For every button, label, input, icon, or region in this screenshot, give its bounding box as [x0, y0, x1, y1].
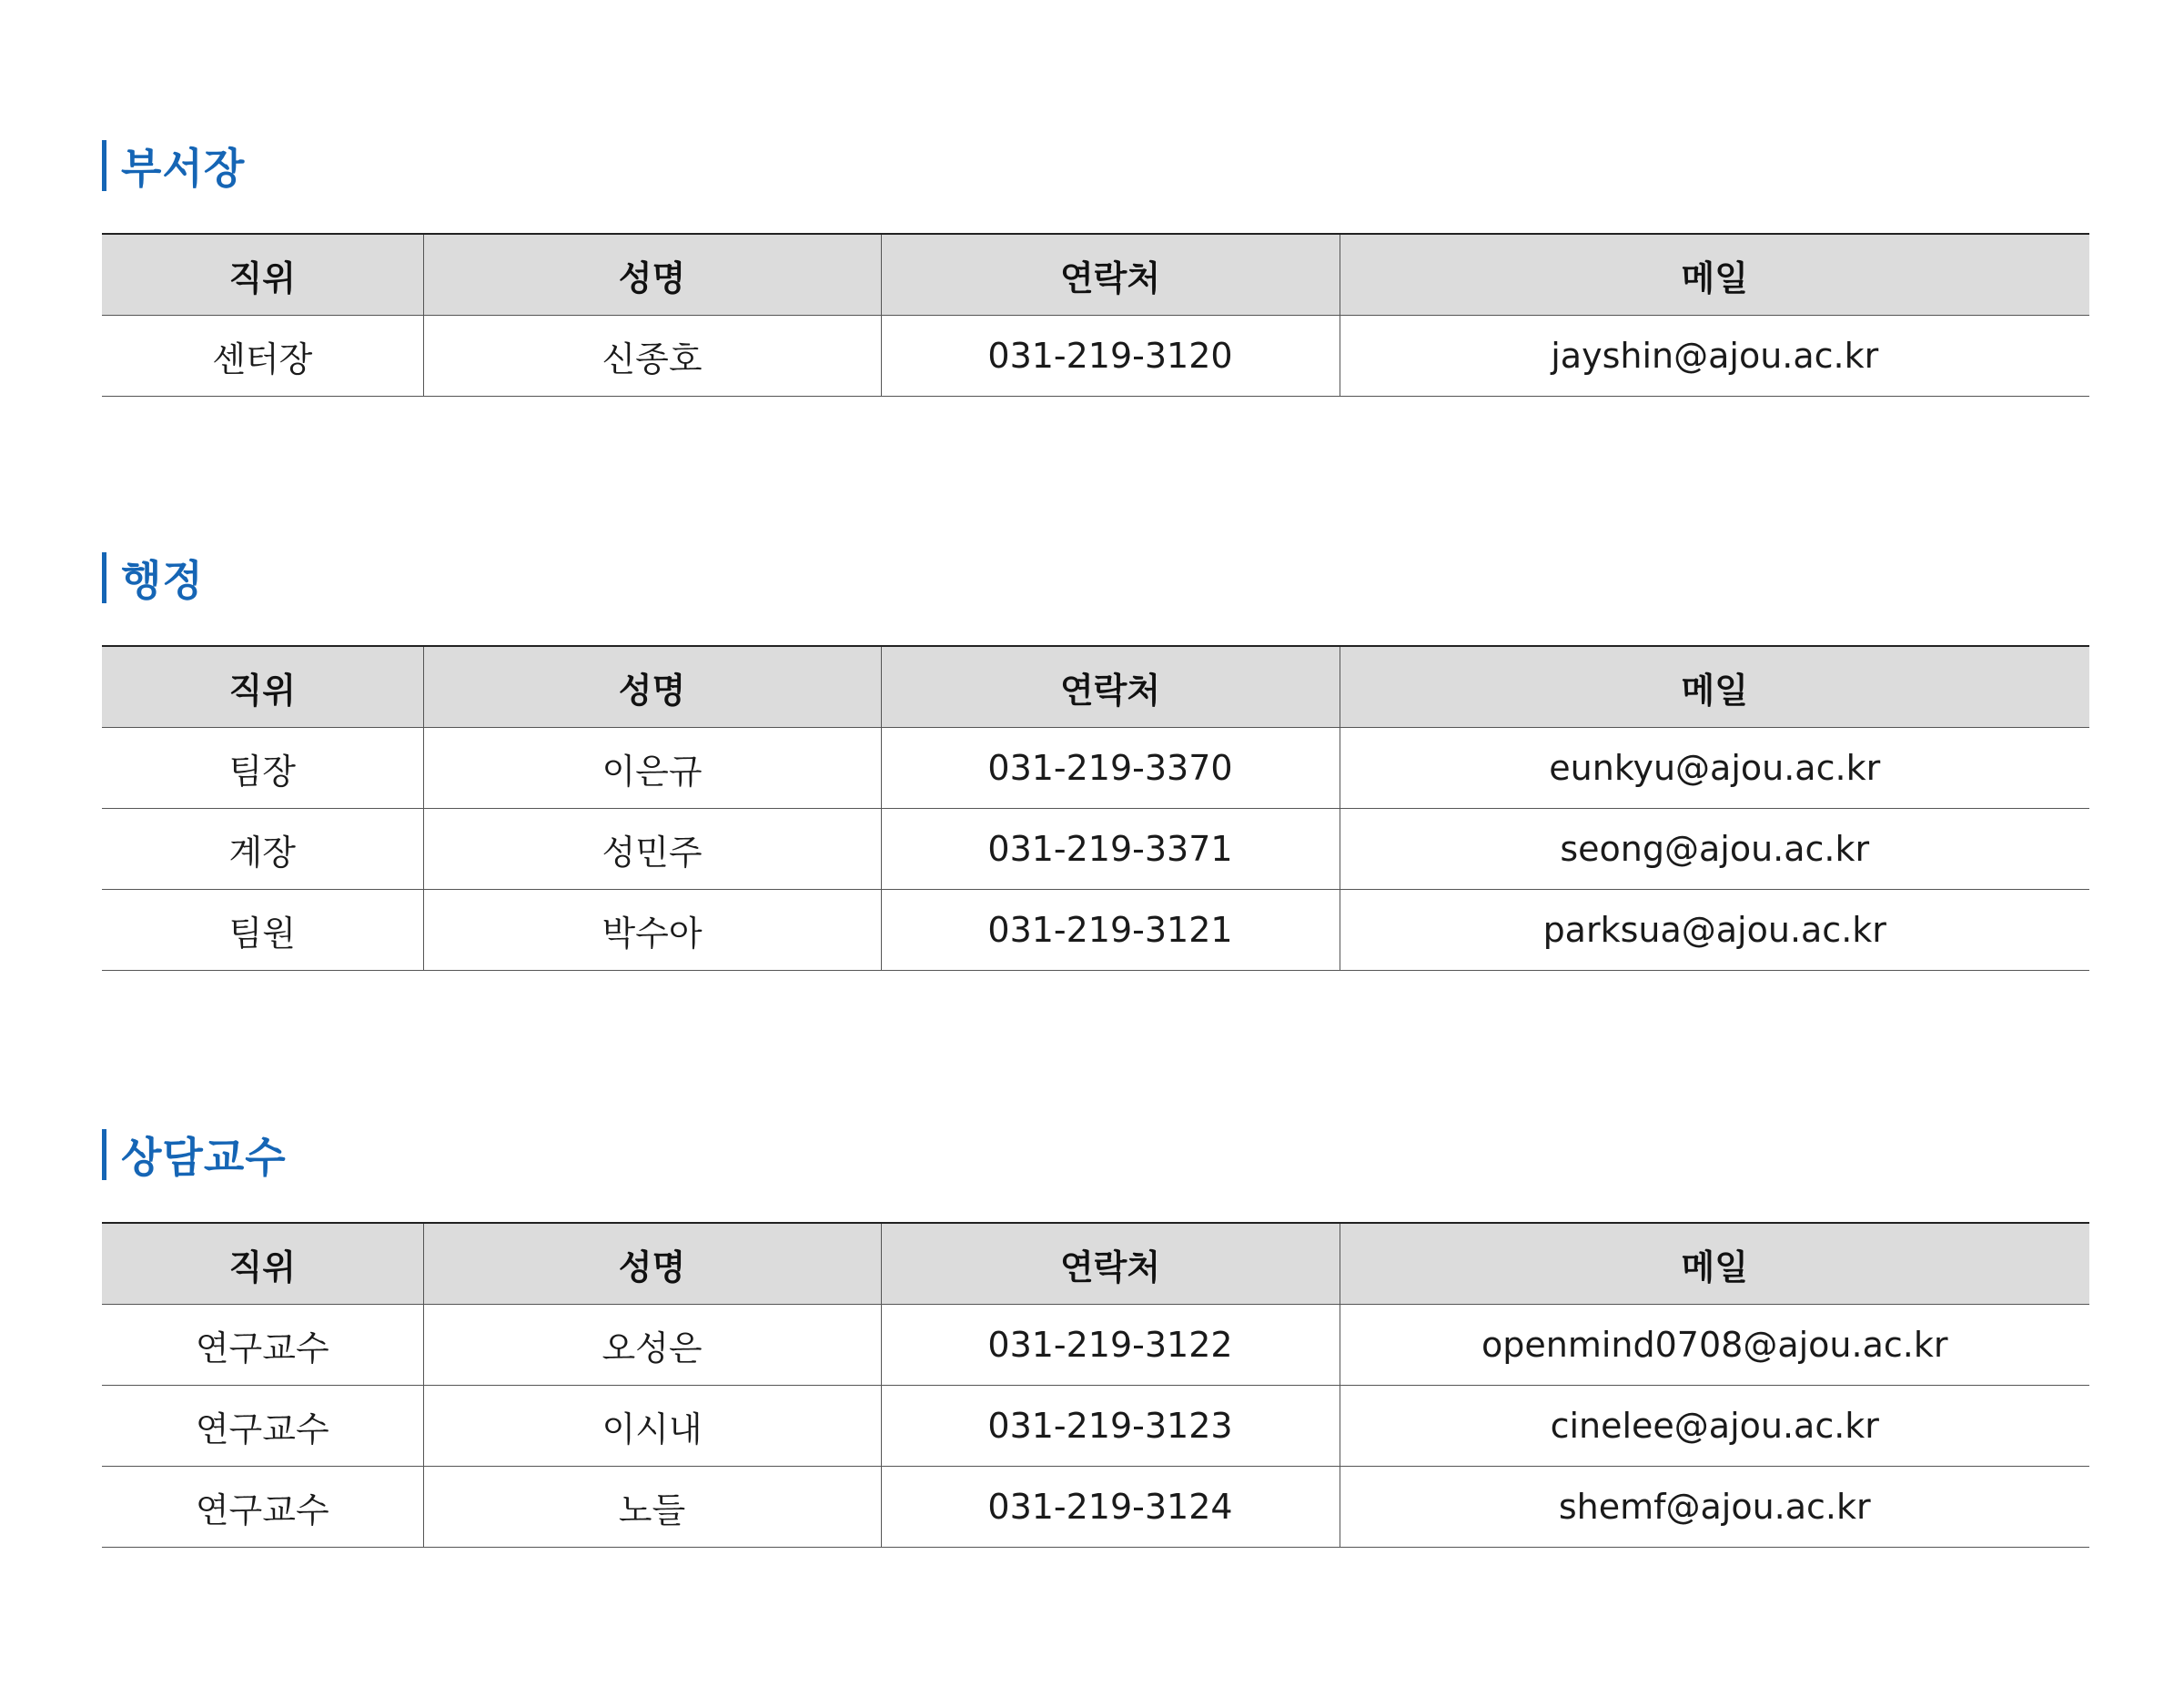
column-header-name: 성명 — [423, 646, 881, 728]
column-header-phone: 연락처 — [881, 1223, 1340, 1305]
column-header-phone: 연락처 — [881, 646, 1340, 728]
title-accent-bar — [102, 140, 106, 191]
column-header-position: 직위 — [102, 646, 423, 728]
column-header-position: 직위 — [102, 234, 423, 316]
section-department-head — [102, 136, 2089, 397]
table-header-row — [102, 1223, 2089, 1305]
table-row — [102, 890, 2089, 971]
section-counseling-professors — [102, 1126, 2089, 1548]
cell-phone: 031-219-3124 — [881, 1467, 1340, 1548]
cell-position: 연구교수 — [102, 1467, 423, 1548]
section-administration — [102, 549, 2089, 971]
cell-name: 박수아 — [423, 890, 881, 971]
column-header-email: 메일 — [1340, 234, 2089, 316]
cell-phone: 031-219-3371 — [881, 809, 1340, 890]
cell-phone: 031-219-3121 — [881, 890, 1340, 971]
section-title — [102, 549, 2089, 607]
cell-email: parksua@ajou.ac.kr — [1340, 890, 2089, 971]
staff-table — [102, 233, 2089, 397]
cell-name: 성민주 — [423, 809, 881, 890]
cell-name: 신종호 — [423, 316, 881, 397]
column-header-position: 직위 — [102, 1223, 423, 1305]
cell-name: 노들 — [423, 1467, 881, 1548]
table-row — [102, 1386, 2089, 1467]
cell-email: eunkyu@ajou.ac.kr — [1340, 728, 2089, 809]
title-accent-bar — [102, 1129, 106, 1180]
cell-position: 연구교수 — [102, 1386, 423, 1467]
table-row — [102, 316, 2089, 397]
section-title-text: 부서장 — [121, 144, 246, 193]
cell-position: 계장 — [102, 809, 423, 890]
cell-name: 이시내 — [423, 1386, 881, 1467]
column-header-name: 성명 — [423, 1223, 881, 1305]
cell-position: 팀장 — [102, 728, 423, 809]
cell-position: 센터장 — [102, 316, 423, 397]
column-header-phone: 연락처 — [881, 234, 1340, 316]
table-header-row — [102, 234, 2089, 316]
cell-name: 이은규 — [423, 728, 881, 809]
cell-email: jayshin@ajou.ac.kr — [1340, 316, 2089, 397]
cell-email: seong@ajou.ac.kr — [1340, 809, 2089, 890]
column-header-email: 메일 — [1340, 646, 2089, 728]
section-title-text: 상담교수 — [121, 1133, 287, 1182]
table-row — [102, 1467, 2089, 1548]
cell-position: 연구교수 — [102, 1305, 423, 1386]
column-header-email: 메일 — [1340, 1223, 2089, 1305]
cell-name: 오성은 — [423, 1305, 881, 1386]
section-title — [102, 1126, 2089, 1184]
table-row — [102, 728, 2089, 809]
cell-email: cinelee@ajou.ac.kr — [1340, 1386, 2089, 1467]
table-header-row — [102, 646, 2089, 728]
cell-phone: 031-219-3123 — [881, 1386, 1340, 1467]
cell-position: 팀원 — [102, 890, 423, 971]
cell-phone: 031-219-3120 — [881, 316, 1340, 397]
section-title-text: 행정 — [121, 556, 204, 605]
cell-email: openmind0708@ajou.ac.kr — [1340, 1305, 2089, 1386]
table-row — [102, 1305, 2089, 1386]
staff-table — [102, 645, 2089, 971]
section-title — [102, 136, 2089, 195]
column-header-name: 성명 — [423, 234, 881, 316]
table-row — [102, 809, 2089, 890]
title-accent-bar — [102, 552, 106, 603]
cell-phone: 031-219-3122 — [881, 1305, 1340, 1386]
cell-email: shemf@ajou.ac.kr — [1340, 1467, 2089, 1548]
staff-table — [102, 1222, 2089, 1548]
cell-phone: 031-219-3370 — [881, 728, 1340, 809]
